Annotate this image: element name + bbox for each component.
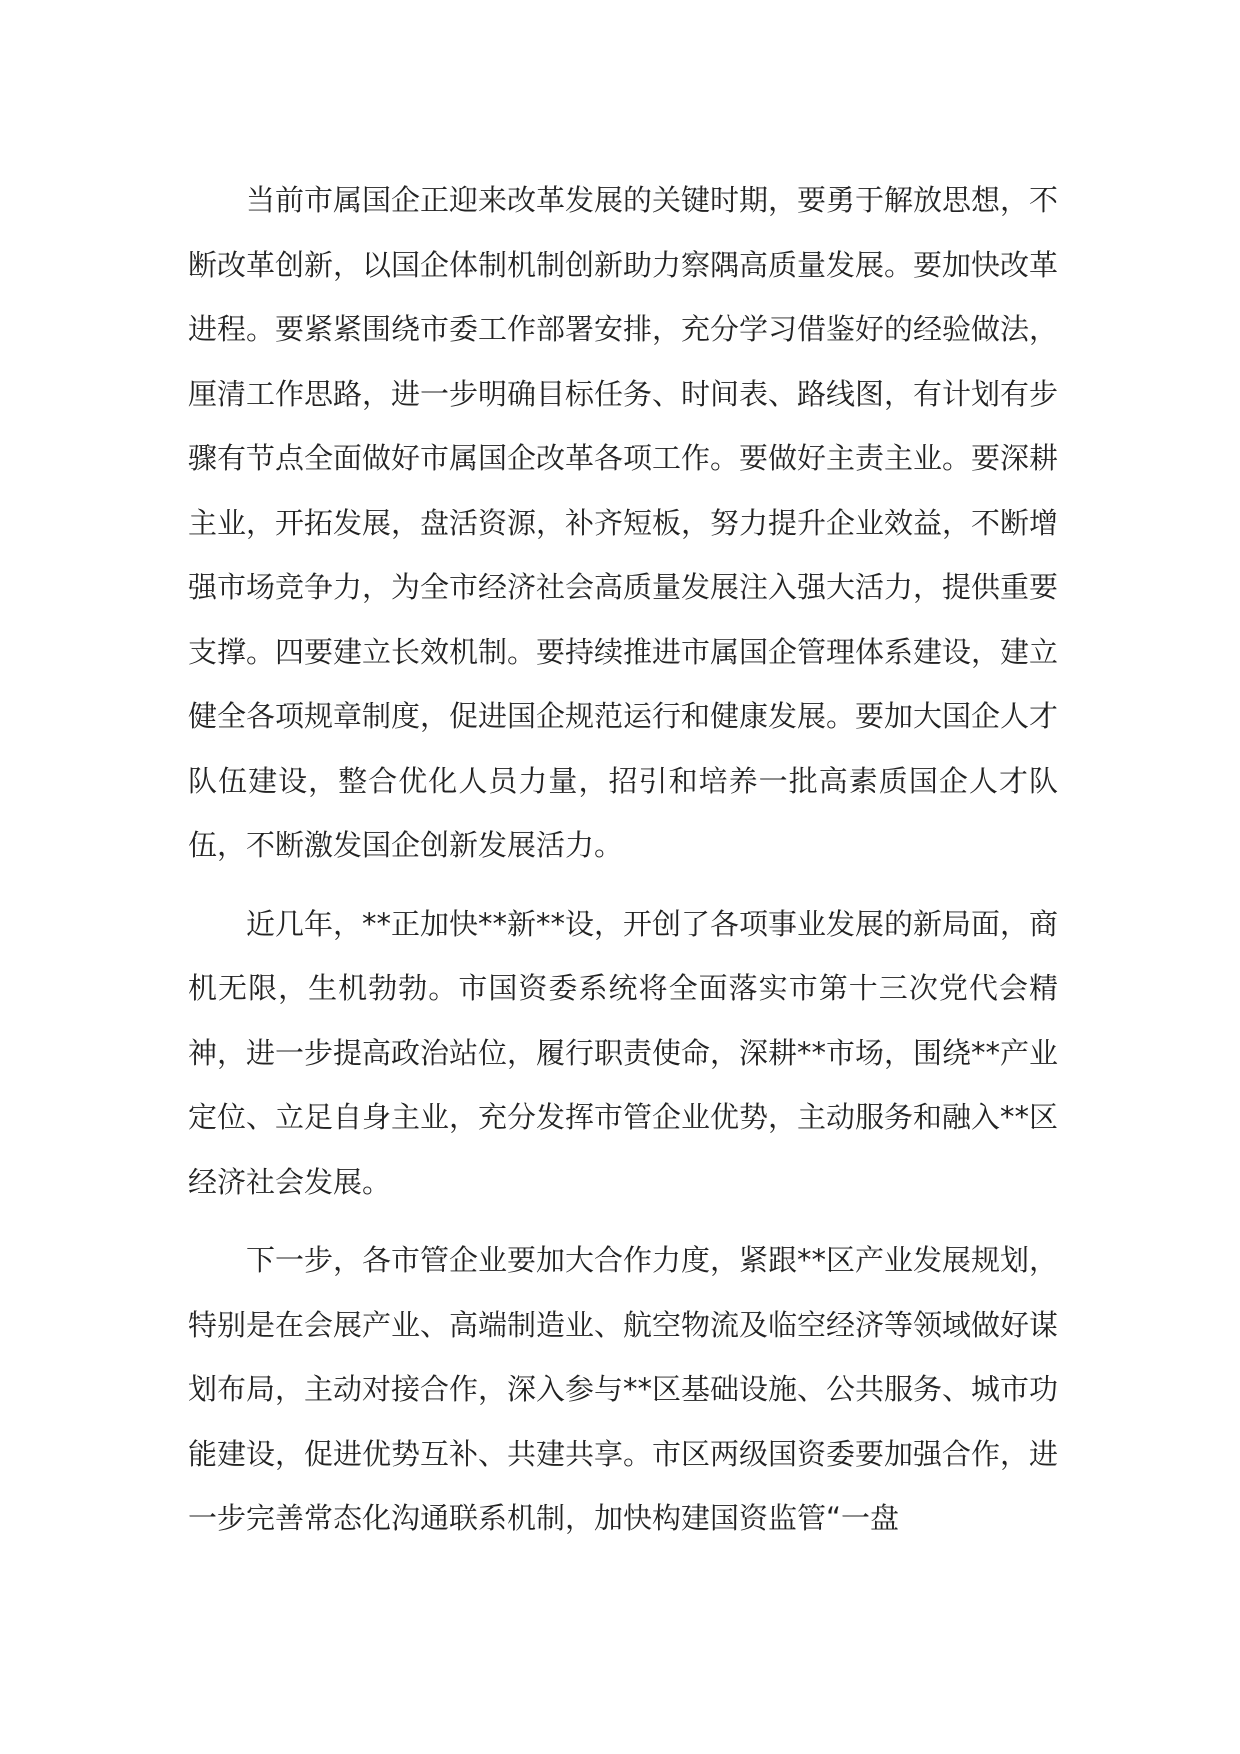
paragraph-3: 下一步，各市管企业要加大合作力度，紧跟**区产业发展规划，特别是在会展产业、高端制造业、航空物流及临空经济等领域做好谋划布局，主动对接合作，深入参与**区基础设施、公共服务、城市功能建设，促进优势互补、共建共享。市区两级国资委要加强合作，进一步完善常态化沟通联系机制，加快构建国资监管“一盘	[188, 1243, 1059, 1535]
paragraph-1: 当前市属国企正迎来改革发展的关键时期，要勇于解放思想，不断改革创新，以国企体制机制创新助力察隅高质量发展。要加快改革进程。要紧紧围绕市委工作部署安排，充分学习借鉴好的经验做法，厘清工作思路，进一步明确目标任务、时间表、路线图，有计划有步骤有节点全面做好市属国企改革各项工作。要做好主责主业。要深耕主业，开拓发展，盘活资源，补齐短板，努力提升企业效益，不断增强市场竞争力，为全市经济社会高质量发展注入强大活力，提供重要支撑。四要建立长效机制。要持续推进市属国企管理体系建设，建立健全各项规章制度，促进国企规范运行和健康发展。要加大国企人才队伍建设，整合优化人员力量，招引和培养一批高素质国企人才队伍，不断激发国企创新发展活力。	[188, 183, 1059, 862]
paragraph-2: 近几年，**正加快**新**设，开创了各项事业发展的新局面，商机无限，生机勃勃。市国资委系统将全面落实市第十三次党代会精神，进一步提高政治站位，履行职责使命，深耕**市场，围绕**产业定位、立足自身主业，充分发挥市管企业优势，主动服务和融入**区经济社会发展。	[188, 906, 1059, 1199]
document-body	[188, 168, 1058, 1551]
